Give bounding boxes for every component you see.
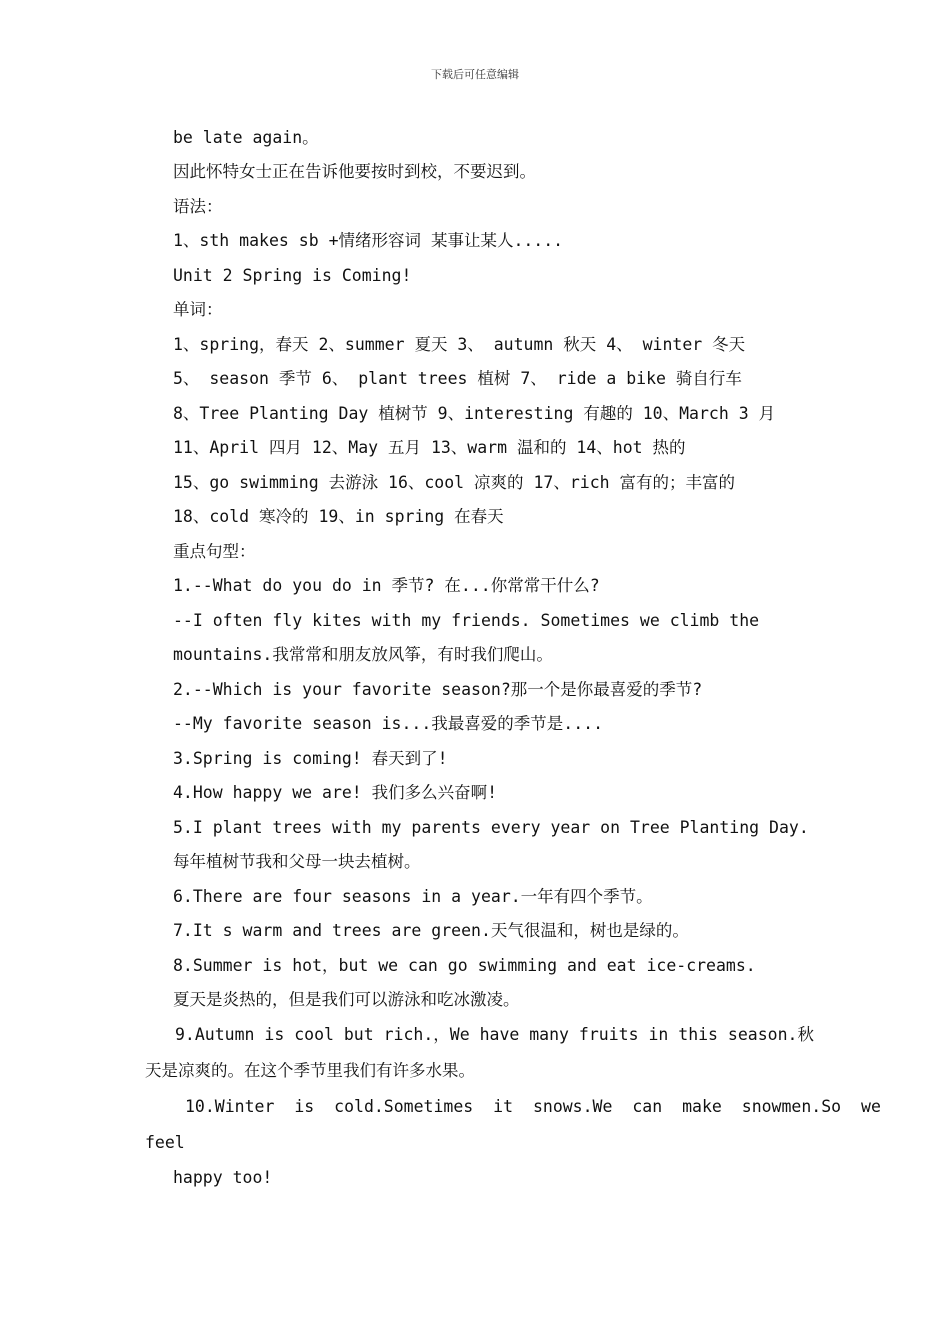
vocab-line: 18、cold 寒冷的 19、in spring 在春天 [173, 507, 504, 526]
sentence-line: --I often fly kites with my friends. Sometimes we climb the [173, 611, 760, 630]
vocab-line: 15、go swimming 去游泳 16、cool 凉爽的 17、rich 富有的；丰富的 [173, 473, 736, 492]
sentence-line: mountains.我常常和朋友放风筝，有时我们爬山。 [173, 645, 553, 664]
sentence-line: 8.Summer is hot，but we can go swimming and eat ice-creams. [173, 956, 756, 975]
sentence-line: 9.Autumn is cool but rich.，We have many fruits in this season.秋 [175, 1025, 814, 1044]
sentence-line: 10.Winter is cold.Sometimes it snows.We can make snowmen.So we [185, 1097, 881, 1116]
sentence-line: happy too! [173, 1168, 273, 1187]
section-heading: 语法： [173, 197, 223, 216]
vocab-line: 1、spring，春天 2、summer 夏天 3、 autumn 秋天 4、 winter 冬天 [173, 335, 746, 354]
sentence-line: 7.It s warm and trees are green.天气很温和，树也是绿的。 [173, 921, 689, 940]
sentence-line: 4.How happy we are! 我们多么兴奋啊! [173, 783, 498, 802]
sentence-line: 5.I plant trees with my parents every year on Tree Planting Day. [173, 818, 809, 837]
text-line: be late again。 [173, 128, 319, 147]
sentence-line: 夏天是炎热的，但是我们可以游泳和吃冰激凌。 [173, 990, 520, 1009]
sentence-line: 天是凉爽的。在这个季节里我们有许多水果。 [145, 1061, 475, 1080]
sentence-line: 1.--What do you do in 季节? 在...你常常干什么? [173, 576, 600, 595]
unit-title: Unit 2 Spring is Coming! [173, 266, 412, 285]
sentence-line: feel [145, 1133, 185, 1152]
text-line: 因此怀特女士正在告诉他要按时到校，不要迟到。 [173, 162, 536, 181]
sentence-line: 3.Spring is coming! 春天到了! [173, 749, 448, 768]
text-line: 1、sth makes sb +情绪形容词 某事让某人..... [173, 231, 564, 250]
sentence-line: 每年植树节我和父母一块去植树。 [173, 852, 421, 871]
sentence-line: --My favorite season is...我最喜爱的季节是.... [173, 714, 604, 733]
sentence-line: 6.There are four seasons in a year.一年有四个季节。 [173, 887, 653, 906]
section-heading: 单词： [173, 300, 223, 319]
vocab-line: 8、Tree Planting Day 植树节 9、interesting 有趣的 10、March 3 月 [173, 404, 776, 423]
page-header: 下载后可任意编辑 [431, 68, 519, 81]
section-heading: 重点句型： [173, 542, 256, 561]
vocab-line: 11、April 四月 12、May 五月 13、warm 温和的 14、hot 热的 [173, 438, 686, 457]
sentence-line: 2.--Which is your favorite season?那一个是你最喜爱的季节? [173, 680, 703, 699]
vocab-line: 5、 season 季节 6、 plant trees 植树 7、 ride a bike 骑自行车 [173, 369, 742, 388]
